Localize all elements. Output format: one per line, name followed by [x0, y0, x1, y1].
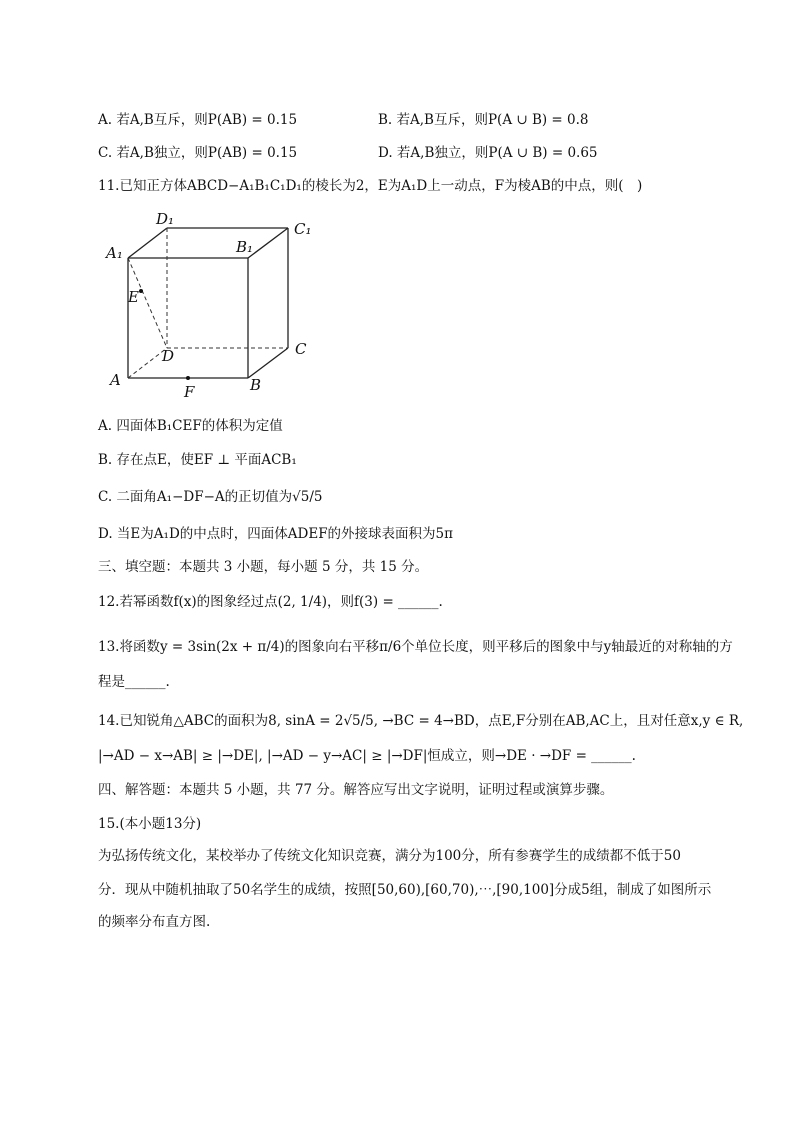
q11-option-b: B. 存在点E，使EF ⊥ 平面ACB₁ [98, 452, 297, 468]
q10-option-b: B. 若A,B互斥，则P(A ∪ B) = 0.8 [378, 112, 589, 128]
section-4-heading: 四、解答题：本题共 5 小题，共 77 分。解答应写出文字说明，证明过程或演算步骤。 [98, 782, 614, 798]
q10-option-d: D. 若A,B独立，则P(A ∪ B) = 0.65 [378, 145, 598, 161]
q10-option-c: C. 若A,B独立，则P(AB) = 0.15 [98, 145, 298, 161]
label-b1: B₁ [236, 238, 254, 256]
edge-bc [248, 348, 288, 378]
q11-option-d: D. 当E为A₁D的中点时，四面体ADEF的外接球表面积为5π [98, 526, 454, 542]
label-e: E [128, 288, 139, 306]
label-b: B [250, 376, 262, 394]
point-f [186, 376, 190, 380]
section-3-heading: 三、填空题：本题共 3 小题，每小题 5 分，共 15 分。 [98, 559, 429, 575]
q11-stem: 11.已知正方体ABCD−A₁B₁C₁D₁的棱长为2，E为A₁D上一动点，F为棱AB的中点，则( ) [98, 178, 643, 194]
q13-line1: 13.将函数y = 3sin(2x + π/4)的图象向右平移π/6个单位长度，则平移后的图象中与y轴最近的对称轴的方 [98, 639, 733, 655]
q10-option-a: A. 若A,B互斥，则P(AB) = 0.15 [98, 112, 298, 128]
q15-line2: 分．现从中随机抽取了50名学生的成绩，按照[50,60),[60,70),⋯,[90,100]分成5组，制成了如图所示 [98, 882, 712, 898]
q13-line2: 程是______. [98, 674, 170, 690]
q11-option-c: C. 二面角A₁−DF−A的正切值为√5/5 [98, 489, 323, 505]
edge-b1c1 [248, 228, 288, 258]
label-d1: D₁ [156, 210, 175, 228]
q15-header: 15.(本小题13分) [98, 816, 202, 832]
edge-a1d1 [128, 228, 167, 258]
q11-option-a: A. 四面体B₁CEF的体积为定值 [98, 418, 283, 434]
label-f: F [184, 383, 195, 401]
q12: 12.若幂函数f(x)的图象经过点(2, 1/4)，则f(3) = ______. [98, 594, 443, 610]
cube-figure [100, 210, 330, 402]
q15-line3: 的频率分布直方图. [98, 914, 211, 930]
q14-line2: |→AD − x→AB| ≥ |→DE|, |→AD − y→AC| ≥ |→DF|恒成立，则→DE · →DF = ______. [98, 748, 636, 764]
label-d: D [162, 347, 175, 365]
label-a1: A₁ [106, 244, 123, 262]
label-c: C [295, 340, 307, 358]
q15-line1: 为弘扬传统文化，某校举办了传统文化知识竞赛，满分为100分，所有参赛学生的成绩都不低于50 [98, 848, 681, 864]
point-e [139, 289, 143, 293]
label-a: A [110, 371, 121, 389]
q14-line1: 14.已知锐角△ABC的面积为8, sinA = 2√5/5, →BC = 4→BD，点E,F分别在AB,AC上，且对任意x,y ∈ R, [98, 713, 744, 729]
label-c1: C₁ [294, 220, 312, 238]
